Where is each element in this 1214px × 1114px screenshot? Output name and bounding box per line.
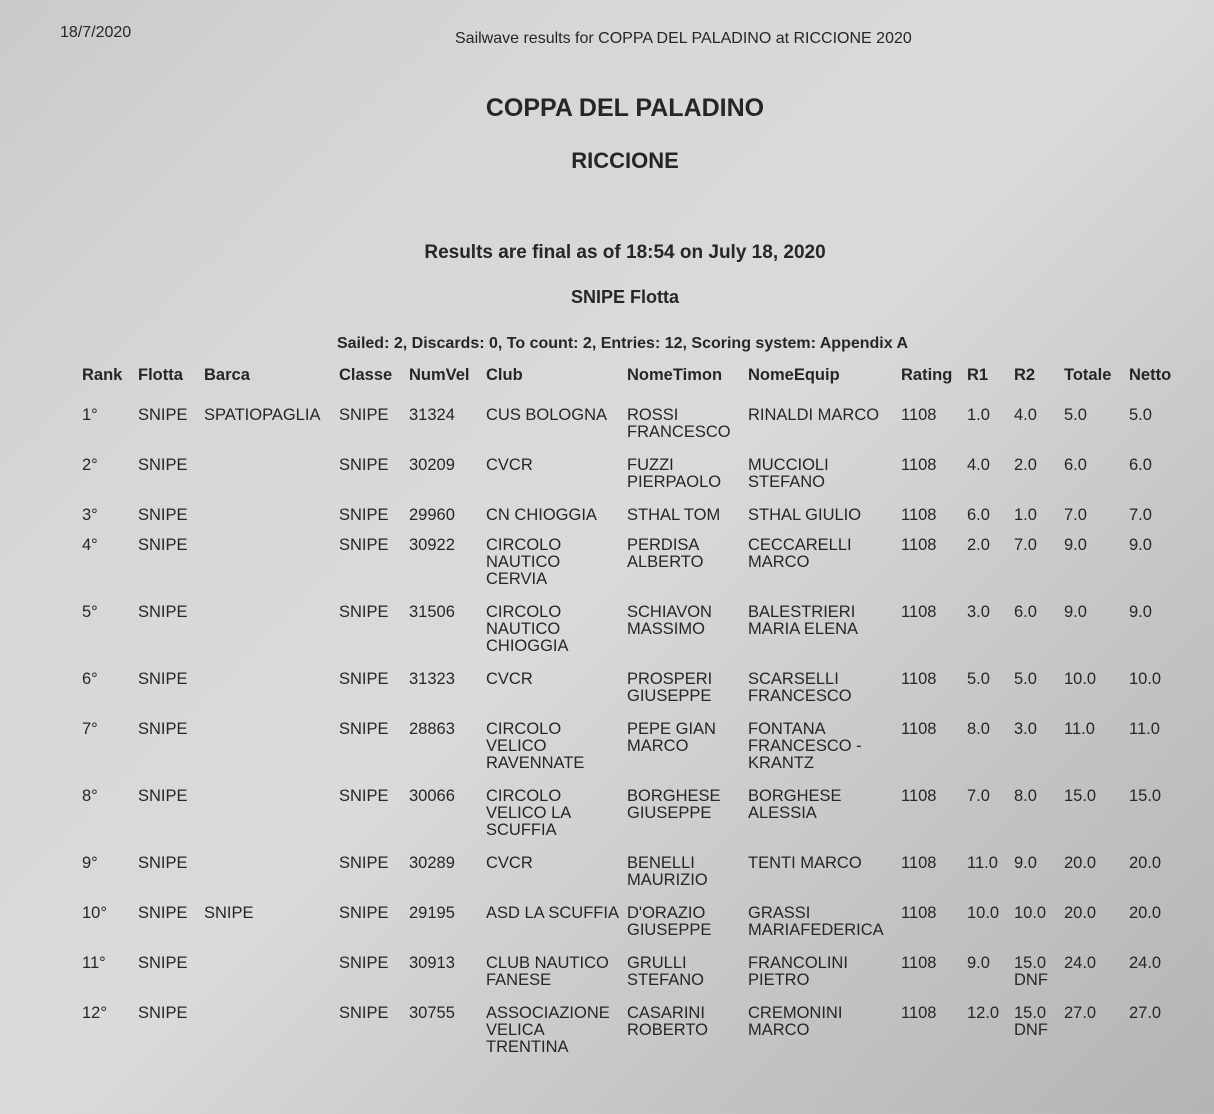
cell-nomeequip: BORGHESE ALESSIA [748, 787, 842, 822]
cell-netto: 9.0 [1129, 603, 1152, 621]
cell-totale: 9.0 [1064, 536, 1087, 554]
col-r2: R2 [1014, 366, 1036, 384]
results-table [76, 365, 1181, 1072]
cell-barca [198, 537, 333, 604]
cell-barca [198, 788, 333, 855]
cell-nometimon: SCHIAVON MASSIMO [627, 603, 712, 638]
cell-r1: 12.0 [967, 1004, 1000, 1022]
cell-totale: 20.0 [1064, 854, 1097, 872]
cell-r1: 2.0 [967, 536, 990, 554]
cell-barca [198, 507, 333, 537]
cell-classe: SNIPE [339, 456, 389, 474]
cell-rating: 1108 [901, 1004, 937, 1022]
cell-flotta: SNIPE [138, 787, 188, 805]
cell-flotta: SNIPE [138, 603, 188, 621]
cell-rating: 1108 [901, 603, 937, 621]
cell-classe: SNIPE [339, 603, 389, 621]
cell-r2: 15.0 DNF [1014, 1004, 1048, 1039]
cell-totale: 15.0 [1064, 787, 1097, 805]
cell-nomeequip: FRANCOLINI PIETRO [748, 954, 848, 989]
cell-totale: 7.0 [1064, 506, 1087, 524]
cell-nometimon: GRULLI STEFANO [627, 954, 705, 989]
cell-nometimon: FUZZI PIERPAOLO [627, 456, 722, 491]
cell-r1: 8.0 [967, 720, 990, 738]
cell-flotta: SNIPE [138, 506, 188, 524]
cell-classe: SNIPE [339, 854, 389, 872]
cell-barca: SNIPE [204, 904, 254, 922]
cell-r1: 1.0 [967, 406, 990, 424]
cell-rank: 7° [82, 720, 98, 738]
cell-nomeequip: MUCCIOLI STEFANO [748, 456, 829, 491]
table-row [76, 905, 1181, 955]
cell-club: CVCR [486, 670, 533, 688]
cell-club: CVCR [486, 854, 533, 872]
cell-r2: 10.0 [1014, 904, 1047, 922]
cell-rank: 4° [82, 536, 98, 554]
cell-club: CLUB NAUTICO FANESE [486, 954, 609, 989]
cell-rank: 10° [82, 904, 107, 922]
event-title: COPPA DEL PALADINO [485, 94, 765, 122]
cell-totale: 9.0 [1064, 603, 1087, 621]
cell-nometimon: PERDISA ALBERTO [627, 536, 704, 571]
cell-netto: 5.0 [1129, 406, 1152, 424]
cell-r1: 7.0 [967, 787, 990, 805]
table-row [76, 604, 1181, 671]
cell-netto: 6.0 [1129, 456, 1152, 474]
cell-rank: 5° [82, 603, 98, 621]
cell-rating: 1108 [901, 506, 937, 524]
cell-flotta: SNIPE [138, 456, 188, 474]
cell-classe: SNIPE [339, 536, 389, 554]
cell-numvel: 30922 [409, 536, 455, 554]
cell-rating: 1108 [901, 670, 937, 688]
cell-barca [198, 1005, 333, 1072]
cell-netto: 7.0 [1129, 506, 1152, 524]
cell-r2: 15.0 DNF [1014, 954, 1048, 989]
cell-classe: SNIPE [339, 904, 389, 922]
cell-numvel: 31506 [409, 603, 455, 621]
cell-rank: 2° [82, 456, 98, 474]
cell-numvel: 29195 [409, 904, 455, 922]
cell-rating: 1108 [901, 456, 937, 474]
cell-nomeequip: CREMONINI MARCO [748, 1004, 843, 1039]
cell-r1: 5.0 [967, 670, 990, 688]
cell-netto: 9.0 [1129, 536, 1152, 554]
cell-flotta: SNIPE [138, 536, 188, 554]
cell-r2: 7.0 [1014, 536, 1037, 554]
cell-rating: 1108 [901, 954, 937, 972]
cell-numvel: 30066 [409, 787, 455, 805]
cell-rating: 1108 [901, 787, 937, 805]
cell-nometimon: ROSSI FRANCESCO [627, 406, 731, 441]
cell-nomeequip: TENTI MARCO [748, 854, 862, 872]
cell-r1: 4.0 [967, 456, 990, 474]
table-row [76, 537, 1181, 604]
cell-r2: 2.0 [1014, 456, 1037, 474]
cell-numvel: 31324 [409, 406, 455, 424]
cell-r2: 8.0 [1014, 787, 1037, 805]
cell-numvel: 30209 [409, 456, 455, 474]
cell-flotta: SNIPE [138, 670, 188, 688]
table-row [76, 855, 1181, 905]
cell-club: CIRCOLO VELICO LA SCUFFIA [486, 787, 571, 839]
table-row [76, 1005, 1181, 1072]
cell-totale: 20.0 [1064, 904, 1097, 922]
cell-club: CUS BOLOGNA [486, 406, 608, 424]
cell-barca [198, 604, 333, 671]
col-nometimon: NomeTimon [627, 366, 723, 384]
table-row [76, 955, 1181, 1005]
cell-nomeequip: STHAL GIULIO [748, 506, 862, 524]
table-row [76, 457, 1181, 507]
col-barca: Barca [204, 366, 250, 384]
cell-classe: SNIPE [339, 787, 389, 805]
cell-nometimon: PROSPERI GIUSEPPE [627, 670, 713, 705]
cell-club: CIRCOLO VELICO RAVENNATE [486, 720, 585, 772]
col-flotta: Flotta [138, 366, 183, 384]
event-venue: RICCIONE [571, 148, 679, 173]
cell-classe: SNIPE [339, 506, 389, 524]
cell-totale: 6.0 [1064, 456, 1087, 474]
cell-rank: 1° [82, 406, 98, 424]
cell-barca [198, 671, 333, 721]
cell-barca [198, 955, 333, 1005]
cell-r2: 1.0 [1014, 506, 1037, 524]
cell-rank: 11° [82, 954, 106, 972]
cell-nometimon: BORGHESE GIUSEPPE [627, 787, 721, 822]
cell-nomeequip: BALESTRIERI MARIA ELENA [748, 603, 859, 638]
page-header-source: Sailwave results for COPPA DEL PALADINO at RICCIONE 2020 [455, 30, 912, 47]
col-numvel: NumVel [409, 366, 470, 384]
cell-club: ASD LA SCUFFIA [486, 904, 619, 922]
cell-netto: 27.0 [1129, 1004, 1162, 1022]
col-r1: R1 [967, 366, 989, 384]
table-row [76, 407, 1181, 457]
col-rank: Rank [82, 366, 123, 384]
cell-club: CIRCOLO NAUTICO CHIOGGIA [486, 603, 569, 655]
cell-flotta: SNIPE [138, 854, 188, 872]
cell-totale: 10.0 [1064, 670, 1097, 688]
col-nomeequip: NomeEquip [748, 366, 840, 384]
table-row [76, 671, 1181, 721]
cell-club: CN CHIOGGIA [486, 506, 597, 524]
cell-rank: 6° [82, 670, 98, 688]
cell-nomeequip: CECCARELLI MARCO [748, 536, 852, 571]
cell-nometimon: D'ORAZIO GIUSEPPE [627, 904, 712, 939]
cell-rank: 9° [82, 854, 98, 872]
cell-numvel: 28863 [409, 720, 455, 738]
col-classe: Classe [339, 366, 393, 384]
cell-netto: 11.0 [1129, 720, 1160, 738]
cell-classe: SNIPE [339, 720, 389, 738]
cell-totale: 5.0 [1064, 406, 1087, 424]
print-date: 18/7/2020 [60, 24, 132, 41]
cell-nomeequip: GRASSI MARIAFEDERICA [748, 904, 884, 939]
table-header-row [76, 365, 1181, 407]
table-row [76, 721, 1181, 788]
col-netto: Netto [1129, 366, 1172, 384]
cell-numvel: 30289 [409, 854, 455, 872]
cell-nometimon: BENELLI MAURIZIO [627, 854, 708, 889]
cell-totale: 11.0 [1064, 720, 1095, 738]
cell-rating: 1108 [901, 854, 937, 872]
cell-r2: 3.0 [1014, 720, 1037, 738]
cell-rank: 8° [82, 787, 98, 805]
col-totale: Totale [1064, 366, 1112, 384]
cell-rating: 1108 [901, 536, 937, 554]
cell-r2: 6.0 [1014, 603, 1037, 621]
cell-barca: SPATIOPAGLIA [204, 406, 321, 424]
cell-nometimon: STHAL TOM [627, 506, 721, 524]
col-club: Club [486, 366, 523, 384]
cell-classe: SNIPE [339, 406, 389, 424]
cell-rank: 12° [82, 1004, 107, 1022]
scoring-summary: Sailed: 2, Discards: 0, To count: 2, Entries: 12, Scoring system: Appendix A [336, 335, 909, 352]
cell-flotta: SNIPE [138, 720, 188, 738]
cell-r1: 9.0 [967, 954, 990, 972]
cell-totale: 24.0 [1064, 954, 1097, 972]
cell-rating: 1108 [901, 720, 937, 738]
cell-numvel: 31323 [409, 670, 455, 688]
cell-netto: 24.0 [1129, 954, 1162, 972]
cell-nomeequip: RINALDI MARCO [748, 406, 880, 424]
cell-r1: 10.0 [967, 904, 1000, 922]
results-status: Results are final as of 18:54 on July 18, 2020 [424, 242, 826, 263]
cell-netto: 15.0 [1129, 787, 1162, 805]
cell-classe: SNIPE [339, 954, 389, 972]
cell-club: CIRCOLO NAUTICO CERVIA [486, 536, 562, 588]
cell-nomeequip: SCARSELLI FRANCESCO [748, 670, 852, 705]
cell-r2: 9.0 [1014, 854, 1037, 872]
cell-classe: SNIPE [339, 1004, 389, 1022]
cell-rating: 1108 [901, 904, 937, 922]
cell-flotta: SNIPE [138, 1004, 188, 1022]
cell-nomeequip: FONTANA FRANCESCO - KRANTZ [748, 720, 862, 772]
cell-nometimon: PEPE GIAN MARCO [627, 720, 716, 755]
cell-r1: 11.0 [967, 854, 998, 872]
cell-nometimon: CASARINI ROBERTO [627, 1004, 708, 1039]
cell-classe: SNIPE [339, 670, 389, 688]
cell-barca [198, 855, 333, 905]
cell-netto: 10.0 [1129, 670, 1162, 688]
cell-barca [198, 457, 333, 507]
cell-r2: 4.0 [1014, 406, 1037, 424]
cell-flotta: SNIPE [138, 954, 188, 972]
cell-flotta: SNIPE [138, 406, 188, 424]
fleet-name: SNIPE Flotta [570, 287, 679, 307]
cell-flotta: SNIPE [138, 904, 188, 922]
cell-r1: 3.0 [967, 603, 990, 621]
col-rating: Rating [901, 366, 953, 384]
cell-barca [198, 721, 333, 788]
cell-r1: 6.0 [967, 506, 990, 524]
cell-r2: 5.0 [1014, 670, 1037, 688]
cell-rank: 3° [82, 506, 98, 524]
cell-numvel: 29960 [409, 506, 455, 524]
cell-club: ASSOCIAZIONE VELICA TRENTINA [486, 1004, 610, 1056]
cell-netto: 20.0 [1129, 854, 1162, 872]
table-row [76, 507, 1181, 537]
cell-rating: 1108 [901, 406, 937, 424]
cell-numvel: 30913 [409, 954, 455, 972]
cell-totale: 27.0 [1064, 1004, 1097, 1022]
cell-netto: 20.0 [1129, 904, 1162, 922]
cell-numvel: 30755 [409, 1004, 455, 1022]
cell-club: CVCR [486, 456, 533, 474]
table-row [76, 788, 1181, 855]
